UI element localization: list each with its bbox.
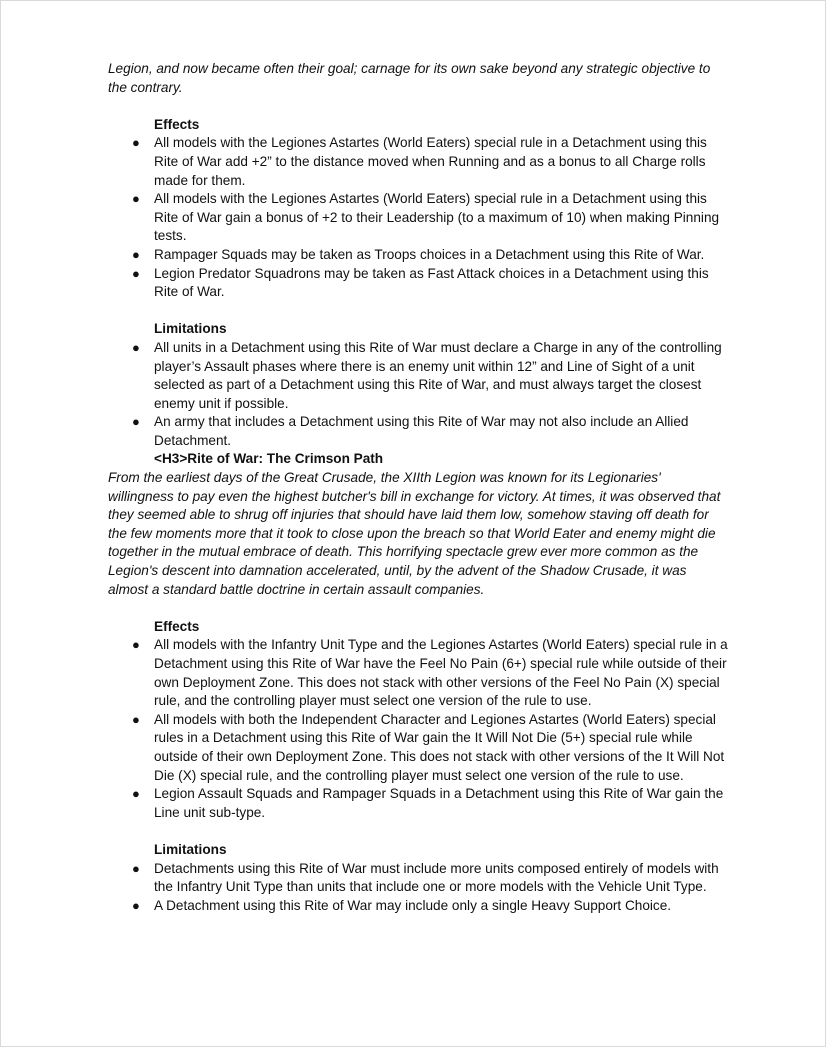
list-item-text: A Detachment using this Rite of War may include only a single Heavy Support Choice. xyxy=(154,897,672,913)
bullet-icon: ● xyxy=(132,860,140,876)
list-item-text: Rampager Squads may be taken as Troops choices in a Detachment using this Rite of War. xyxy=(154,246,705,262)
section1-effects-heading: Effects xyxy=(154,116,200,132)
spacer xyxy=(108,599,728,618)
page-content xyxy=(108,60,728,915)
list-item xyxy=(108,636,728,710)
list-item-text: All models with both the Independent Character and Legiones Astartes (World Eaters) special rules in a Detachment using this Rite of War gain the It Will Not Die (5+) special rule while outside of their own Deployment Zone. This does not stack with other versions of the It Will Not Die (X) special rule, and the controlling player must select one version of the rule to use. xyxy=(154,711,725,783)
list-item-text: All models with the Legiones Astartes (World Eaters) special rule in a Detachment using this Rite of War add +2” to the distance moved when Running and as a bonus to all Charge rolls made for them. xyxy=(154,135,707,188)
list-item xyxy=(108,190,728,246)
bullet-icon: ● xyxy=(132,711,140,727)
bullet-icon: ● xyxy=(132,637,140,653)
section1-limitations-list xyxy=(108,339,728,451)
section2-effects-heading: Effects xyxy=(154,618,200,634)
list-item xyxy=(108,134,728,190)
bullet-icon: ● xyxy=(132,339,140,355)
section2-intro: From the earliest days of the Great Crusade, the XIIth Legion was known for its Legionaries' willingness to pay even the highest butcher's bill in exchange for victory. At times, it was observed that they seemed able to shrug off injuries that should have laid them low, somehow staving off death for the few moments more that it took to close upon the breach so that World Eater and enemy might die together in the mutual embrace of death. This horrifying spectacle grew ever more common as the Legion's descent into damnation accelerated, until, by the advent of the Shadow Crusade, it was almost a standard battle doctrine in certain assault companies. xyxy=(108,470,721,597)
list-item-text: An army that includes a Detachment using this Rite of War may not also include an Allied Detachment. xyxy=(154,414,689,448)
section2-effects-list xyxy=(108,636,728,822)
list-item-text: All models with the Infantry Unit Type and the Legiones Astartes (World Eaters) special rule in a Detachment using this Rite of War have the Feel No Pain (6+) special rule while outside of their own Deployment Zone. This does not stack with other versions of the Feel No Pain (X) special rule, and the controlling player must select one version of the rule to use. xyxy=(154,637,728,709)
spacer xyxy=(108,822,728,841)
spacer xyxy=(108,302,728,321)
list-item-text: Legion Predator Squadrons may be taken as Fast Attack choices in a Detachment using this Rite of War. xyxy=(154,265,709,300)
list-item xyxy=(108,413,728,450)
list-item-text: All units in a Detachment using this Rite of War must declare a Charge in any of the controlling player’s Assault phases where there is an enemy unit within 12” and Line of Sight of a unit selected as part of a Detachment using this Rite of War, and must always target the closest enemy unit if possible. xyxy=(154,339,722,411)
section2-title: <H3>Rite of War: The Crimson Path xyxy=(154,451,384,467)
list-item-text: All models with the Legiones Astartes (World Eaters) special rule in a Detachment using this Rite of War gain a bonus of +2 to their Leadership (to a maximum of 10) when making Pinning tests. xyxy=(154,191,720,244)
bullet-icon: ● xyxy=(132,786,140,802)
bullet-icon: ● xyxy=(132,414,140,430)
bullet-icon: ● xyxy=(132,135,140,151)
section1-effects-list xyxy=(108,134,728,301)
section2-limitations-heading: Limitations xyxy=(154,841,227,857)
spacer xyxy=(108,97,728,116)
list-item xyxy=(108,860,728,897)
list-item-text: Detachments using this Rite of War must include more units composed entirely of models with the Infantry Unit Type than units that include one or more models with the Vehicle Unit Type. xyxy=(154,860,719,895)
list-item-text: Legion Assault Squads and Rampager Squads in a Detachment using this Rite of War gain the Line unit sub-type. xyxy=(154,786,724,820)
bullet-icon: ● xyxy=(132,897,140,913)
section1-intro: Legion, and now became often their goal; carnage for its own sake beyond any strategic objective to the contrary. xyxy=(108,61,711,95)
section1-limitations-heading: Limitations xyxy=(154,321,227,337)
section2-limitations-list xyxy=(108,860,728,916)
bullet-icon: ● xyxy=(132,191,140,207)
bullet-icon: ● xyxy=(132,265,140,281)
list-item xyxy=(108,785,728,822)
list-item xyxy=(108,897,728,916)
list-item xyxy=(108,339,728,413)
list-item xyxy=(108,711,728,785)
list-item xyxy=(108,265,728,302)
list-item xyxy=(108,246,728,265)
bullet-icon: ● xyxy=(132,246,140,262)
